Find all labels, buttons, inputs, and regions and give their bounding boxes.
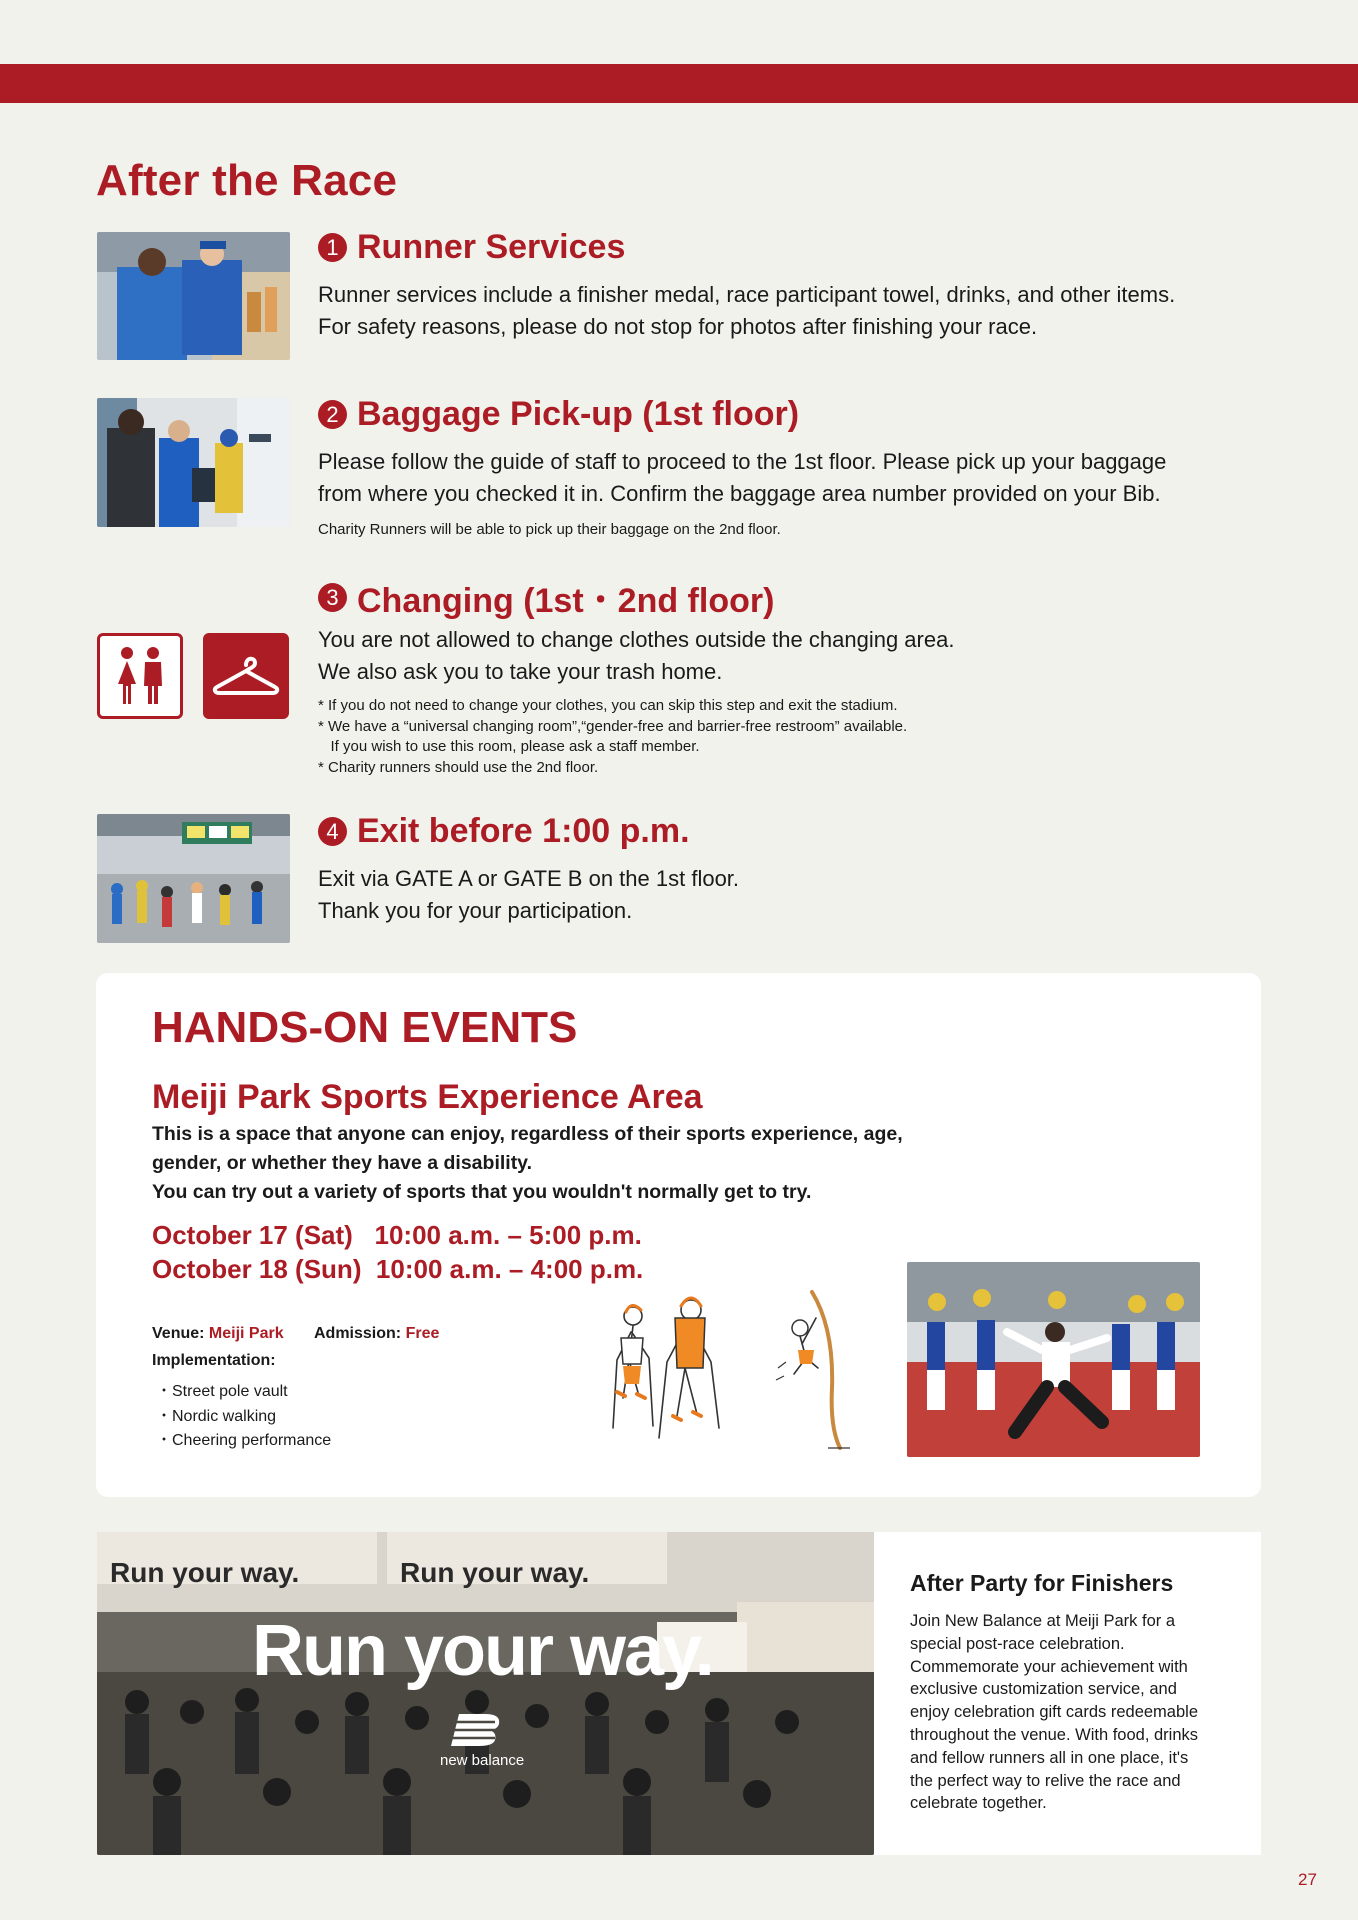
step-3-note-line: * If you do not need to change your clothes, you can skip this step and exit the stadium. bbox=[318, 697, 898, 714]
step-1-body-line: For safety reasons, please do not stop for photos after finishing your race. bbox=[318, 314, 1038, 339]
events-subheading: Meiji Park Sports Experience Area bbox=[152, 1078, 703, 1116]
after-party-title: After Party for Finishers bbox=[910, 1570, 1174, 1596]
step-4-body bbox=[318, 863, 1278, 927]
step-3-number: 3 bbox=[318, 583, 347, 612]
implementation-item: ・Nordic walking bbox=[156, 1407, 277, 1425]
events-description-line: You can try out a variety of sports that you wouldn't normally get to try. bbox=[152, 1181, 812, 1203]
step-2-note: Charity Runners will be able to pick up their baggage on the 2nd floor. bbox=[318, 521, 781, 538]
step-2-body-line: Please follow the guide of staff to proceed to the 1st floor. Please pick up your baggage bbox=[318, 449, 1167, 474]
admission-label: Admission: bbox=[314, 1325, 402, 1342]
implementation-item: ・Cheering performance bbox=[156, 1432, 332, 1449]
step-4-title bbox=[318, 812, 690, 851]
after-party-body-line: Join New Balance at Meiji Park for a bbox=[910, 1612, 1176, 1630]
after-party-body-line: the perfect way to relive the race and bbox=[910, 1771, 1181, 1790]
restroom-icon bbox=[97, 633, 183, 719]
step-2-body bbox=[318, 446, 1278, 510]
after-party-body-line: Commemorate your achievement with bbox=[910, 1657, 1188, 1676]
implementation-list bbox=[156, 1380, 331, 1454]
banner-sign-text-1: Run your way. bbox=[110, 1557, 300, 1588]
after-party-body-line: special post-race celebration. bbox=[910, 1634, 1125, 1653]
page-title: After the Race bbox=[96, 156, 398, 205]
events-description-line: This is a space that anyone can enjoy, regardless of their sports experience, age, bbox=[152, 1123, 903, 1145]
admission-value: Free bbox=[405, 1325, 440, 1342]
cheering-performance-photo bbox=[907, 1262, 1200, 1457]
implementation-item: ・Street pole vault bbox=[156, 1383, 288, 1400]
events-heading: HANDS-ON EVENTS bbox=[152, 1003, 578, 1052]
step-3-body-line: We also ask you to take your trash home. bbox=[318, 659, 723, 684]
after-party-body bbox=[910, 1610, 1240, 1815]
event-schedule-sat: October 17 (Sat) 10:00 a.m. – 5:00 p.m. bbox=[152, 1220, 642, 1250]
step-2-body-line: from where you checked it in. Confirm the baggage area number provided on your Bib. bbox=[318, 481, 1161, 506]
venue-label: Venue: bbox=[152, 1325, 205, 1342]
step-2-number: 2 bbox=[318, 400, 347, 429]
step-1-body-line: Runner services include a finisher medal, race participant towel, drinks, and other items. bbox=[318, 282, 1176, 307]
step-3-note-line: * Charity runners should use the 2nd floor. bbox=[318, 758, 599, 776]
step-3-note-line: * We have a “universal changing room”,“gender-free and barrier-free restroom” available. bbox=[318, 717, 908, 735]
step-4-title-text: Exit before 1:00 p.m. bbox=[357, 812, 690, 850]
events-description-line: gender, or whether they have a disability. bbox=[152, 1152, 533, 1174]
step-1-number: 1 bbox=[318, 233, 347, 262]
venue-value: Meiji Park bbox=[208, 1325, 284, 1342]
step-3-body bbox=[318, 624, 1278, 688]
step-4-body-line: Exit via GATE A or GATE B on the 1st floor. bbox=[318, 866, 740, 891]
hanger-icon bbox=[203, 633, 289, 719]
step-3-title bbox=[318, 573, 774, 622]
after-party-body-line: exclusive customization service, and bbox=[910, 1680, 1177, 1699]
banner-headline: Run your way. bbox=[252, 1611, 713, 1691]
after-party-body-line: throughout the venue. With food, drinks bbox=[910, 1725, 1199, 1744]
admission-info bbox=[314, 1325, 439, 1343]
banner-sign-text-2: Run your way. bbox=[400, 1557, 590, 1588]
baggage-pickup-photo bbox=[97, 398, 290, 527]
pole-vault-illustration bbox=[772, 1288, 864, 1453]
event-schedule-sun: October 18 (Sun) 10:00 a.m. – 4:00 p.m. bbox=[152, 1254, 644, 1284]
step-1-body bbox=[318, 279, 1278, 343]
step-1-title bbox=[318, 228, 625, 267]
step-3-notes bbox=[318, 696, 1278, 778]
page-number: 27 bbox=[1298, 1870, 1317, 1889]
step-3-title-text: Changing (1st・2nd floor) bbox=[357, 582, 775, 620]
implementation-label: Implementation: bbox=[152, 1352, 276, 1369]
after-party-body-line: and fellow runners all in one place, it's bbox=[910, 1748, 1189, 1767]
after-party-body-line: enjoy celebration gift cards redeemable bbox=[910, 1703, 1199, 1722]
step-4-body-line: Thank you for your participation. bbox=[318, 898, 633, 923]
new-balance-logo-icon bbox=[445, 1712, 515, 1748]
step-3-body-line: You are not allowed to change clothes outside the changing area. bbox=[318, 627, 955, 652]
step-2-title bbox=[318, 395, 799, 434]
nordic-walking-illustration bbox=[593, 1288, 748, 1450]
step-3-note-line: If you wish to use this room, please ask a staff member. bbox=[318, 738, 700, 755]
venue-info bbox=[152, 1325, 284, 1343]
header-bar bbox=[0, 64, 1358, 103]
step-1-title-text: Runner Services bbox=[357, 228, 626, 266]
banner-brand: new balance bbox=[440, 1752, 525, 1769]
events-description bbox=[152, 1120, 912, 1207]
step-2-title-text: Baggage Pick-up (1st floor) bbox=[357, 395, 800, 433]
after-party-body-line: celebrate together. bbox=[910, 1794, 1047, 1813]
exit-photo bbox=[97, 814, 290, 943]
step-4-number: 4 bbox=[318, 817, 347, 846]
runner-services-photo bbox=[97, 232, 290, 360]
